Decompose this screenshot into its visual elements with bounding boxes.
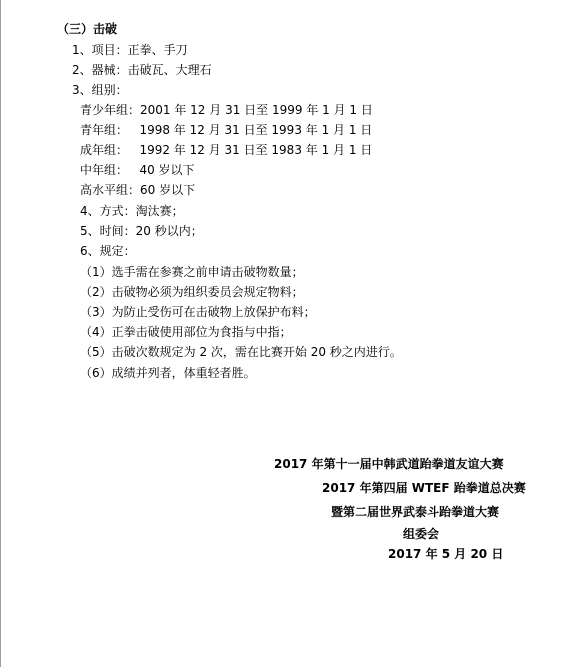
rule-6: （6）成绩并列者，体重轻者胜。 [80,366,256,380]
rule-1: （1）选手需在参赛之前申请击破物数量； [80,265,304,279]
rule-4: （4）正拳击破使用部位为食指与中指； [80,325,292,339]
group-young: 青年组： 1998 年 12 月 31 日至 1993 年 1 月 1 日 [80,123,373,137]
signature-date: 2017 年 5 月 20 日 [388,547,504,561]
signature-event-3: 暨第二届世界武泰斗跆拳道大赛 [331,505,500,519]
item-equipment: 2、器械：击破瓦、大理石 [72,63,212,77]
group-adult: 成年组： 1992 年 12 月 31 日至 1983 年 1 月 1 日 [80,143,373,157]
signature-event-1: 2017 年第十一届中韩武道跆拳道友谊大赛 [274,457,504,471]
item-method: 4、方式：淘汰赛； [80,204,184,218]
item-rules: 6、规定： [80,244,136,258]
rule-5: （5）击破次数规定为 2 次，需在比赛开始 20 秒之内进行。 [80,345,402,359]
signature-event-2: 2017 年第四届 WTEF 跆拳道总决赛 [322,481,526,495]
group-high-level: 高水平组：60 岁以下 [80,183,196,197]
item-project: 1、项目：正拳、手刀 [72,43,188,57]
rule-3: （3）为防止受伤可在击破物上放保护布料； [80,305,316,319]
signature-committee: 组委会 [403,527,440,541]
rule-2: （2）击破物必须为组织委员会规定物料； [80,285,304,299]
group-middle-age: 中年组： 40 岁以下 [80,163,195,177]
item-groups: 3、组别： [72,83,128,97]
group-youth: 青少年组：2001 年 12 月 31 日至 1999 年 1 月 1 日 [80,103,373,117]
item-time: 5、时间：20 秒以内； [80,224,203,238]
section-heading: （三）击破 [57,22,118,36]
